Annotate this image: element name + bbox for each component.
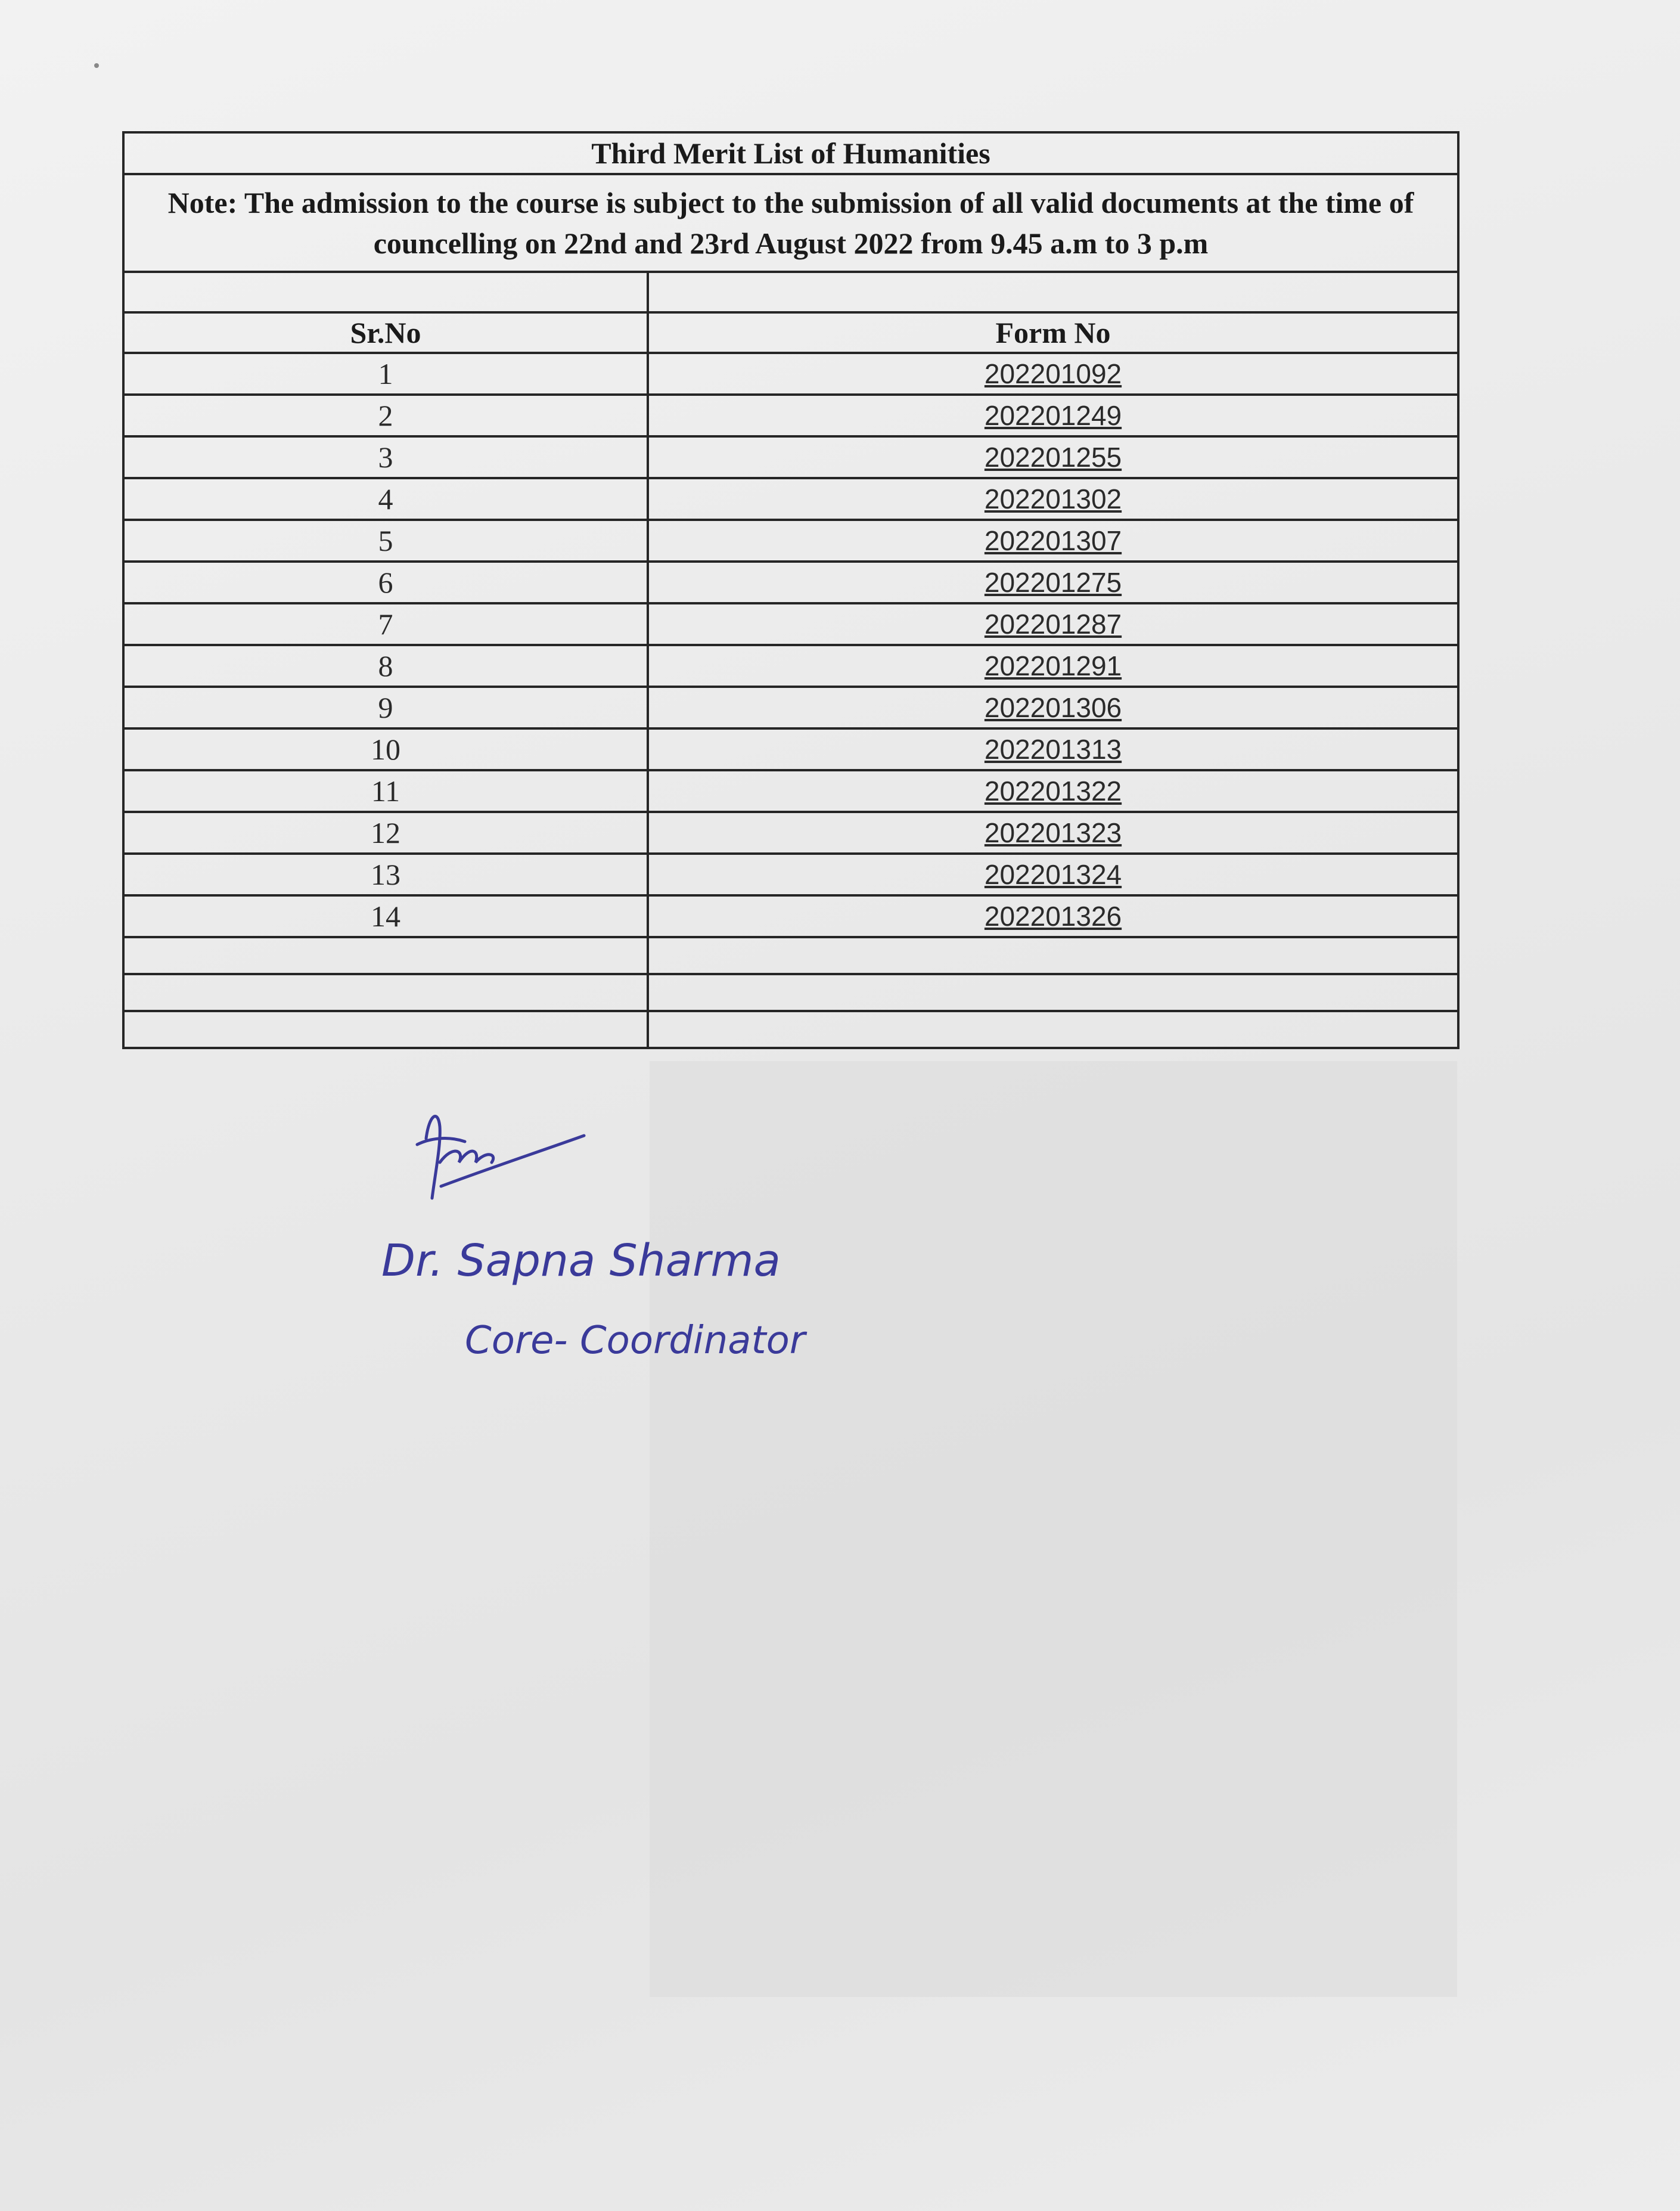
signatory-name: Dr. Sapna Sharma [381, 1235, 781, 1286]
empty-row [123, 1011, 1458, 1048]
form-no-cell: 202201302 [648, 478, 1458, 520]
form-no-cell: 202201092 [648, 353, 1458, 395]
table-row [123, 353, 1458, 395]
table-row [123, 687, 1458, 728]
empty-row [123, 937, 1458, 974]
form-no-cell: 202201307 [648, 520, 1458, 562]
table-row [123, 895, 1458, 937]
sr-no-cell: 9 [123, 687, 648, 728]
sr-no-cell: 8 [123, 645, 648, 687]
sr-no-cell: 1 [123, 353, 648, 395]
table-row [123, 854, 1458, 895]
sr-no-cell: 3 [123, 436, 648, 478]
table-title: Third Merit List of Humanities [123, 132, 1458, 174]
form-no-header: Form No [648, 312, 1458, 353]
form-no-cell: 202201322 [648, 770, 1458, 812]
blank-row [123, 272, 1458, 312]
sr-no-cell: 5 [123, 520, 648, 562]
table-row [123, 478, 1458, 520]
table-row [123, 520, 1458, 562]
table-row [123, 603, 1458, 645]
column-header-row [123, 312, 1458, 353]
table-row [123, 562, 1458, 603]
sr-no-cell: 6 [123, 562, 648, 603]
table-row [123, 645, 1458, 687]
form-no-cell: 202201291 [648, 645, 1458, 687]
table-row [123, 728, 1458, 770]
table-row [123, 812, 1458, 854]
form-no-cell: 202201326 [648, 895, 1458, 937]
form-no-cell: 202201313 [648, 728, 1458, 770]
empty-row [123, 974, 1458, 1011]
signatory-designation: Core- Coordinator [465, 1319, 806, 1363]
form-no-cell: 202201324 [648, 854, 1458, 895]
signature-block [369, 1103, 918, 1377]
form-no-cell: 202201255 [648, 436, 1458, 478]
form-no-cell: 202201249 [648, 395, 1458, 436]
paper-speck [94, 63, 99, 68]
sr-no-cell: 13 [123, 854, 648, 895]
signature-ink [369, 1103, 918, 1377]
form-no-cell: 202201323 [648, 812, 1458, 854]
sr-no-cell: 14 [123, 895, 648, 937]
sr-no-cell: 4 [123, 478, 648, 520]
sr-no-cell: 12 [123, 812, 648, 854]
form-no-cell: 202201287 [648, 603, 1458, 645]
sr-no-cell: 2 [123, 395, 648, 436]
sr-no-cell: 10 [123, 728, 648, 770]
table-row [123, 770, 1458, 812]
merit-list-table [122, 131, 1459, 1049]
sr-no-cell: 11 [123, 770, 648, 812]
table-row [123, 436, 1458, 478]
table-row [123, 395, 1458, 436]
form-no-cell: 202201306 [648, 687, 1458, 728]
form-no-cell: 202201275 [648, 562, 1458, 603]
admission-note: Note: The admission to the course is subject to the submission of all valid documents at the time of councelling on 22nd and 23rd August 2022 from 9.45 a.m to 3 p.m [123, 174, 1458, 272]
sr-no-header: Sr.No [123, 312, 648, 353]
sr-no-cell: 7 [123, 603, 648, 645]
